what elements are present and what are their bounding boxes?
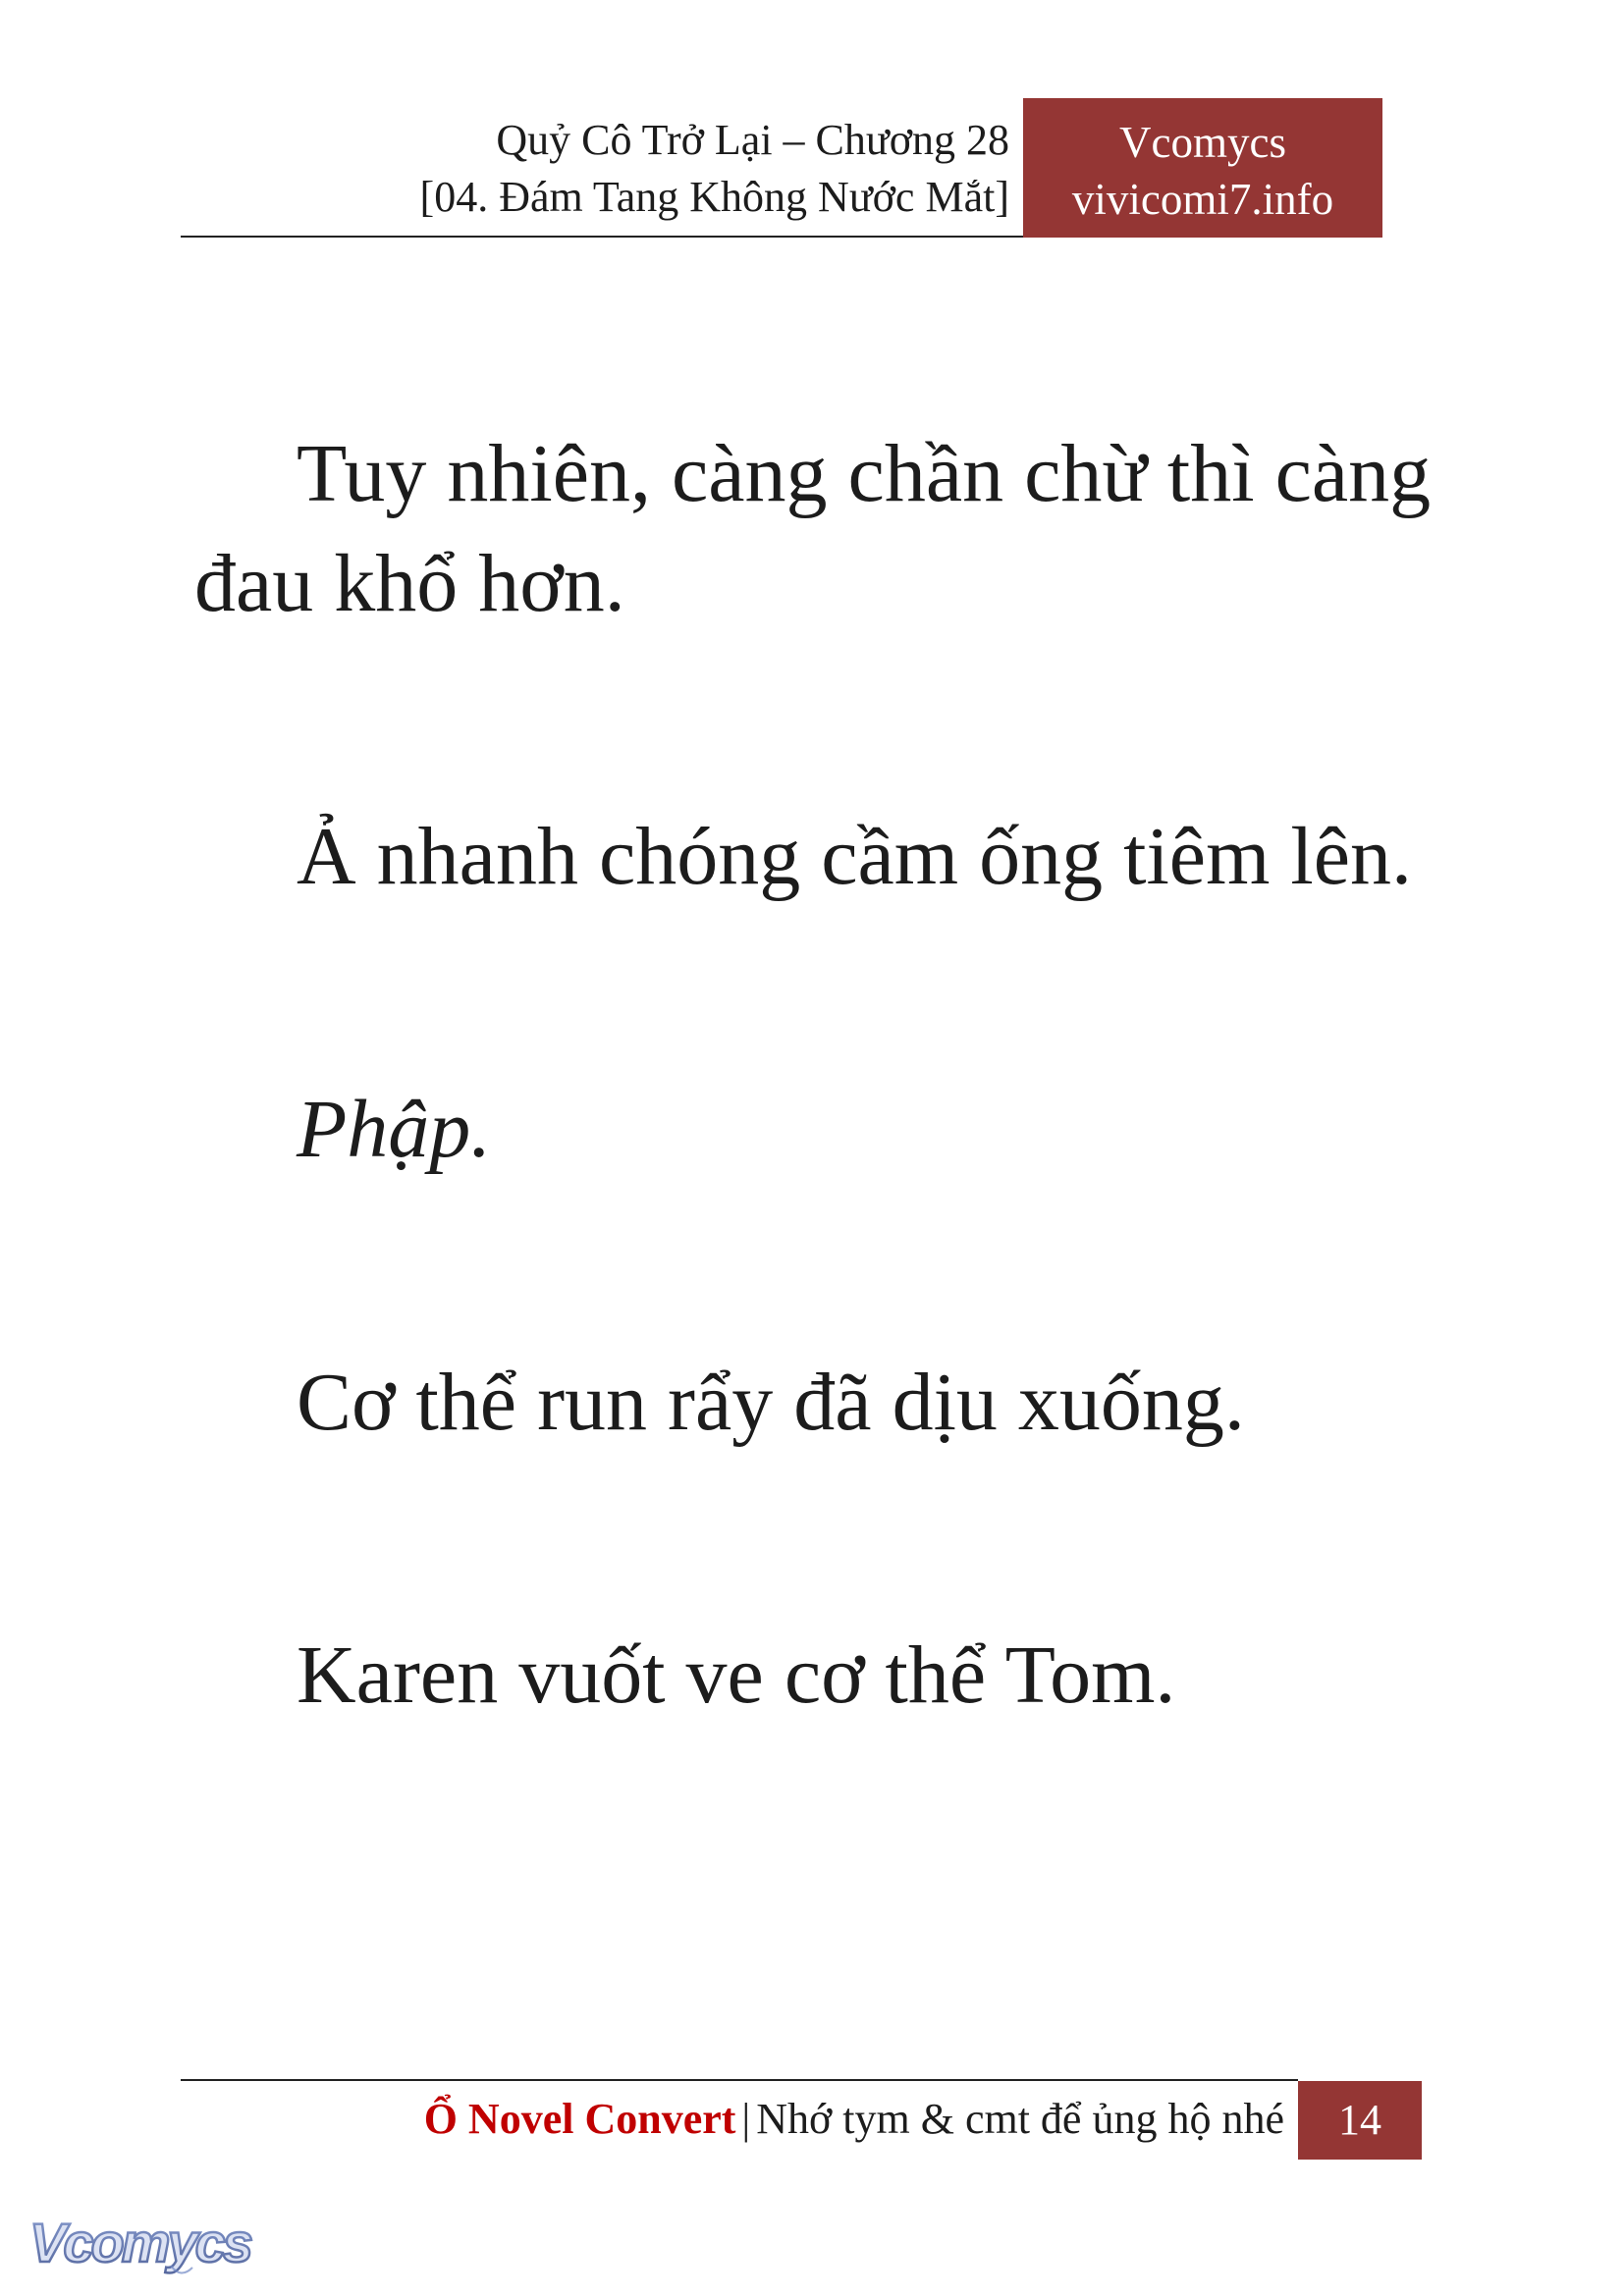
paragraph-4: Cơ thể run rẩy đã dịu xuống. (297, 1357, 1245, 1448)
paragraph-5: Karen vuốt ve cơ thể Tom. (297, 1629, 1176, 1721)
paragraph-1-line-1: Tuy nhiên, càng chần chừ thì càng (297, 428, 1432, 519)
page-number: 14 (1298, 2081, 1422, 2160)
chapter-header (177, 112, 1009, 226)
footer-separator: | (741, 2095, 751, 2143)
brand-name: Vcomycs (1119, 118, 1286, 167)
footer-caption (181, 2087, 1284, 2152)
footer-brand: Ổ Novel Convert (423, 2095, 736, 2143)
watermark-text: Vcomycs (29, 2212, 250, 2273)
footer-divider (181, 2079, 1298, 2081)
paragraph-3-sound-effect: Phập. (297, 1084, 492, 1175)
brand-badge (1023, 98, 1382, 238)
chapter-subtitle: [04. Đám Tang Không Nước Mắt] (419, 173, 1009, 221)
paragraph-1-line-2: đau khổ hơn. (194, 538, 625, 629)
footer-message: Nhớ tym & cmt để ủng hộ nhé (756, 2095, 1284, 2143)
brand-site: vivicomi7.info (1071, 175, 1334, 224)
chapter-title: Quỷ Cô Trở Lại – Chương 28 (496, 116, 1009, 164)
header-divider (181, 236, 1023, 238)
vcomycs-logo-icon (24, 2209, 259, 2287)
paragraph-2: Ả nhanh chóng cầm ống tiêm lên. (297, 811, 1413, 902)
